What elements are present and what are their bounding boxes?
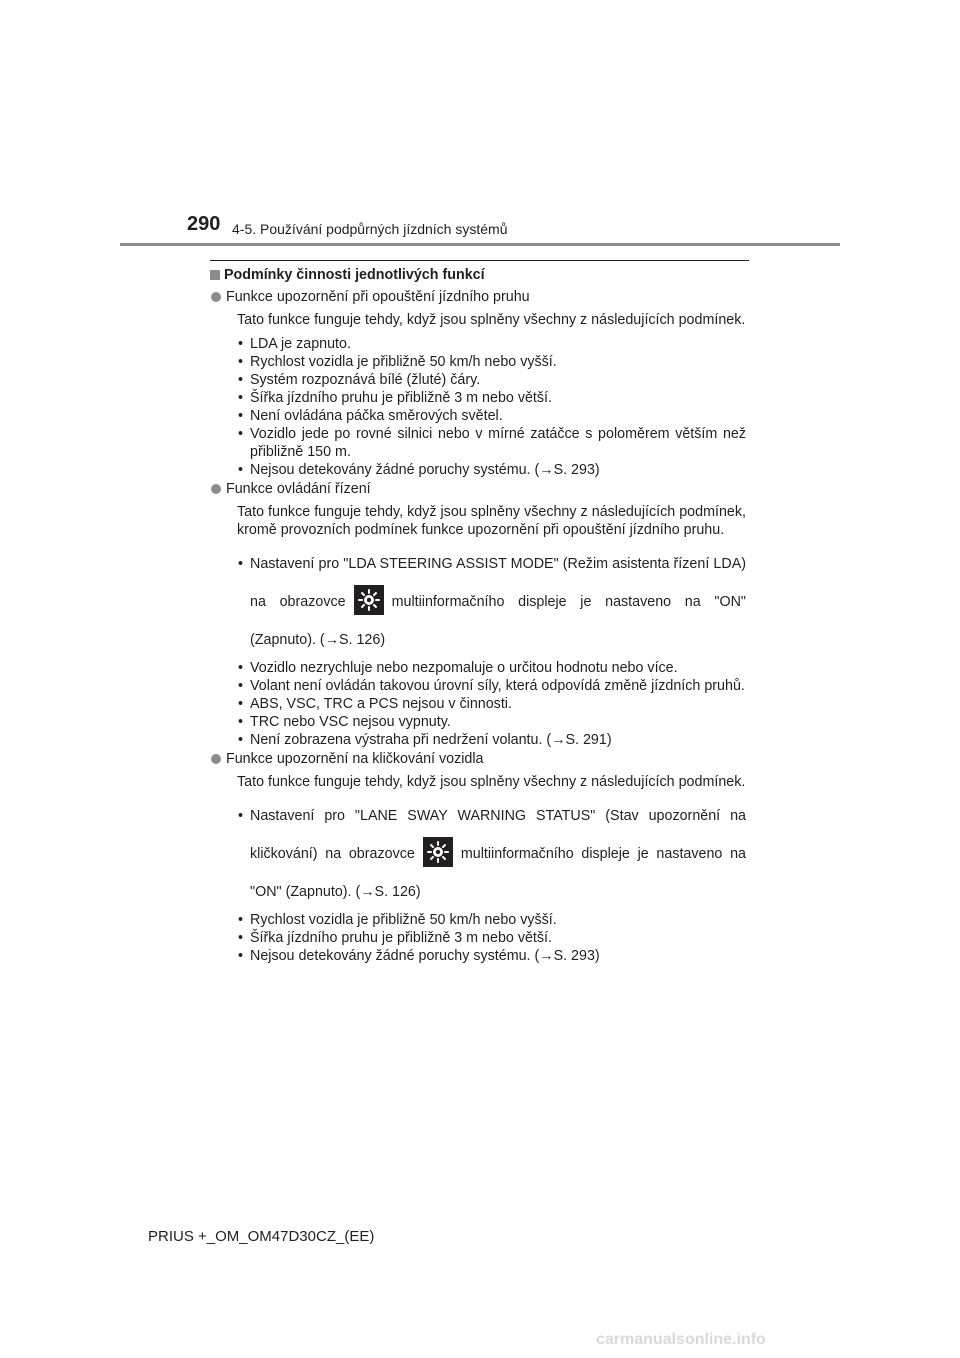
header-divider [120,243,840,246]
page-number: 290 [187,213,221,235]
list-item: • ABS, VSC, TRC a PCS nejsou v činnosti. [238,696,512,712]
page-content [210,266,746,966]
list-item: • LDA je zapnuto. [238,336,351,352]
list-item: • Šířka jízdního pruhu je přibližně 3 m nebo větší. [238,930,552,946]
list-item: • Volant není ovládán takovou úrovní síly, která odpovídá změně jízdních pruhů. [238,678,745,694]
square-bullet-icon [210,270,220,280]
list-item: • Rychlost vozidla je přibližně 50 km/h nebo vyšší. [238,354,557,370]
function-intro: Tato funkce funguje tehdy, když jsou splněny všechny z následujících podmínek, kromě provozních podmínek funkce upozornění při opouštění jízdního pruhu. [237,504,746,538]
gear-icon [354,585,384,615]
function-intro: Tato funkce funguje tehdy, když jsou splněny všechny z následujících podmínek. [237,312,746,328]
content-divider [210,260,749,261]
list-item: • Šířka jízdního pruhu je přibližně 3 m nebo větší. [238,390,552,406]
list-item: • Systém rozpoznává bílé (žluté) čáry. [238,372,481,388]
list-item: • Nejsou detekovány žádné poruchy systému. (→S. 293) [238,948,600,964]
circle-bullet-icon [211,484,221,494]
section-title: Podmínky činnosti jednotlivých funkcí [224,267,485,283]
list-item: • Vozidlo nezrychluje nebo nezpomaluje o určitou hodnotu nebo více. [238,660,678,676]
circle-bullet-icon [211,754,221,764]
list-item-setting: • Nastavení pro "LDA STEERING ASSIST MODE" (Režim asistenta řízení LDA) na obrazovce multiinformačního displeje je nastaveno na "ON" (Zapnuto). (→S. 126) [238,556,747,648]
function-title: Funkce ovládání řízení [226,481,371,497]
list-item: • Nejsou detekovány žádné poruchy systému. (→S. 293) [238,462,600,478]
list-item-setting: • Nastavení pro "LANE SWAY WARNING STATUS" (Stav upozornění na kličkování) na obrazovce multiinformačního displeje je nastaveno na "ON" (Zapnuto). (→S. 126) [238,808,746,900]
list-item: • Vozidlo jede po rovné silnici nebo v mírné zatáčce s poloměrem větším než přibližně 150 m. [238,426,746,460]
circle-bullet-icon [211,292,221,302]
section-heading [210,266,746,284]
list-item: • TRC nebo VSC nejsou vypnuty. [238,714,451,730]
condition-list [210,545,746,749]
function-heading [210,480,746,498]
function-title: Funkce upozornění při opouštění jízdního pruhu [226,289,530,305]
list-item: • Rychlost vozidla je přibližně 50 km/h nebo vyšší. [238,912,557,928]
list-item: • Není ovládána páčka směrových světel. [238,408,503,424]
chapter-title: 4-5. Používání podpůrných jízdních systémů [232,221,508,237]
footer-doc-id: PRIUS +_OM_OM47D30CZ_(EE) [148,1228,375,1245]
function-heading [210,288,746,306]
list-item: • Není zobrazena výstraha při nedržení volantu. (→S. 291) [238,732,612,748]
gear-icon [423,837,453,867]
function-title: Funkce upozornění na kličkování vozidla [226,751,484,767]
watermark: carmanualsonline.info [596,1331,766,1348]
condition-list [210,797,746,965]
function-heading [210,750,746,768]
condition-list [210,335,746,479]
function-intro: Tato funkce funguje tehdy, když jsou splněny všechny z následujících podmínek. [237,774,746,790]
